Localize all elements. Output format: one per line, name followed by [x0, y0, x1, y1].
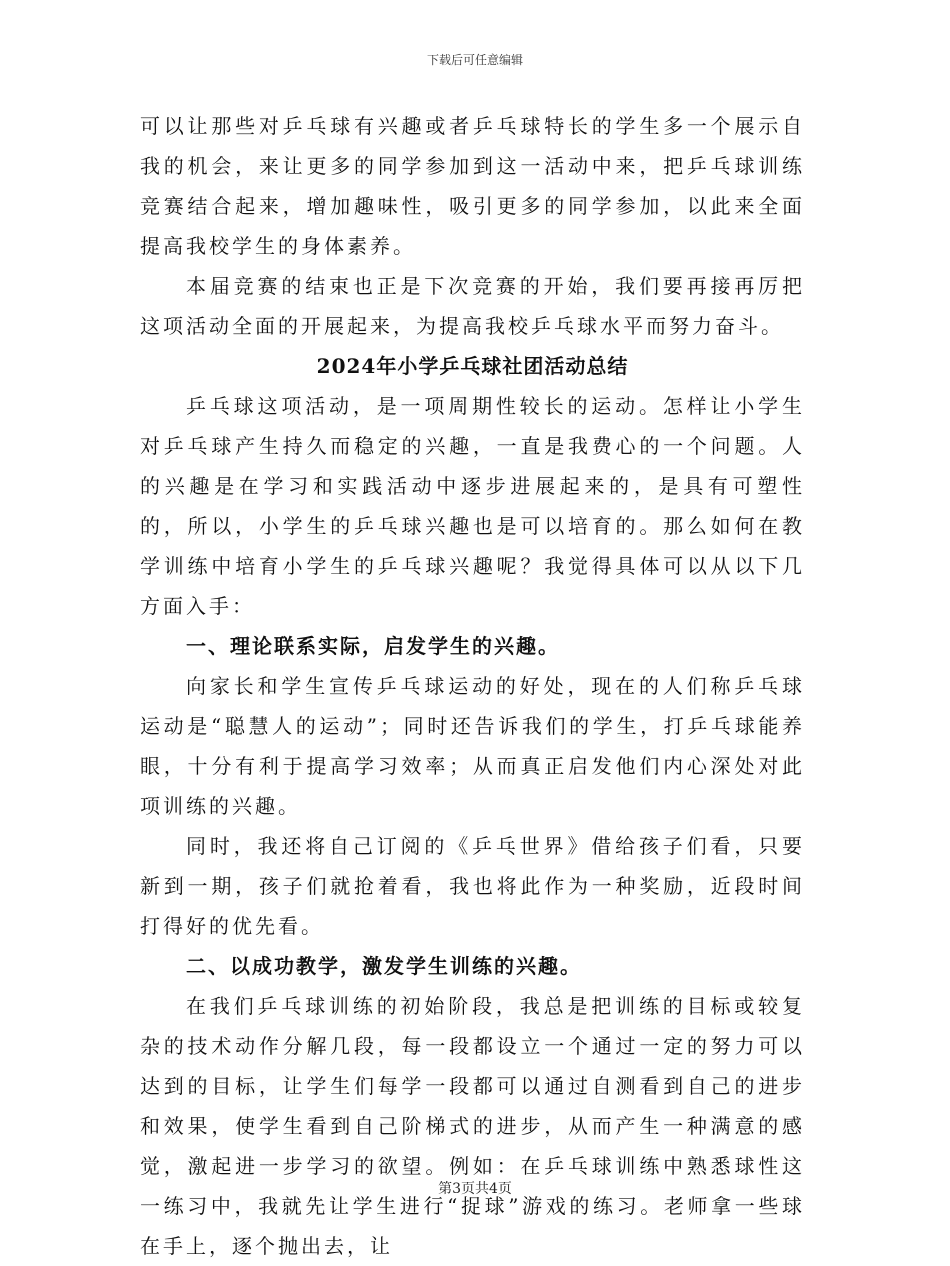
section2-paragraph-1: 在我们乒乓球训练的初始阶段，我总是把训练的目标或较复杂的技术动作分解几段，每一段都设立一个通过一定的努力可以达到的目标，让学生们每学一段都可以通过自测看到自己的进步和效果，使学生看到自己阶梯式的进步，从而产生一种满意的感觉，激起进一步学习的欲望。例如：在乒乓球训练中熟悉球性这一练习中，我就先让学生进行“捉球”游戏的练习。老师拿一些球在手上，逐个抛出去，让 — [140, 994, 805, 1258]
section1-paragraph-1: 向家长和学生宣传乒乓球运动的好处，现在的人们称乒乓球运动是“聪慧人的运动”；同时还告诉我们的学生，打乒乓球能养眼，十分有利于提高学习效率；从而真正启发他们内心深处对此项训练的兴趣。 — [140, 674, 805, 818]
section1-paragraph-2: 同时，我还将自己订阅的《乒乓世界》借给孩子们看，只要新到一期，孩子们就抢着看，我也将此作为一种奖励，近段时间打得好的优先看。 — [140, 834, 805, 938]
page-header-note: 下载后可任意编辑 — [426, 53, 523, 67]
document-body — [140, 106, 805, 1266]
section-heading-2: 二、以成功教学，激发学生训练的兴趣。 — [186, 954, 582, 978]
paragraph-closing: 本届竞赛的结束也正是下次竞赛的开始，我们要再接再厉把这项活动全面的开展起来，为提高我校乒乓球水平而努力奋斗。 — [140, 274, 805, 338]
document-title: 2024年小学乒乓球社团活动总结 — [316, 354, 629, 378]
page-number-footer: 第3页共4页 — [438, 1181, 512, 1197]
paragraph-intro: 乒乓球这项活动，是一项周期性较长的运动。怎样让小学生对乒乓球产生持久而稳定的兴趣，一直是我费心的一个问题。人的兴趣是在学习和实践活动中逐步进展起来的，是具有可塑性的，所以，小学生的乒乓球兴趣也是可以培育的。那么如何在教学训练中培育小学生的乒乓球兴趣呢？我觉得具体可以从以下几方面入手： — [140, 394, 805, 618]
paragraph-continued: 可以让那些对乒乓球有兴趣或者乒乓球特长的学生多一个展示自我的机会，来让更多的同学参加到这一活动中来，把乒乓球训练竞赛结合起来，增加趣味性，吸引更多的同学参加，以此来全面提高我校学生的身体素养。 — [140, 114, 805, 258]
section-heading-1: 一、理论联系实际，启发学生的兴趣。 — [186, 634, 560, 658]
